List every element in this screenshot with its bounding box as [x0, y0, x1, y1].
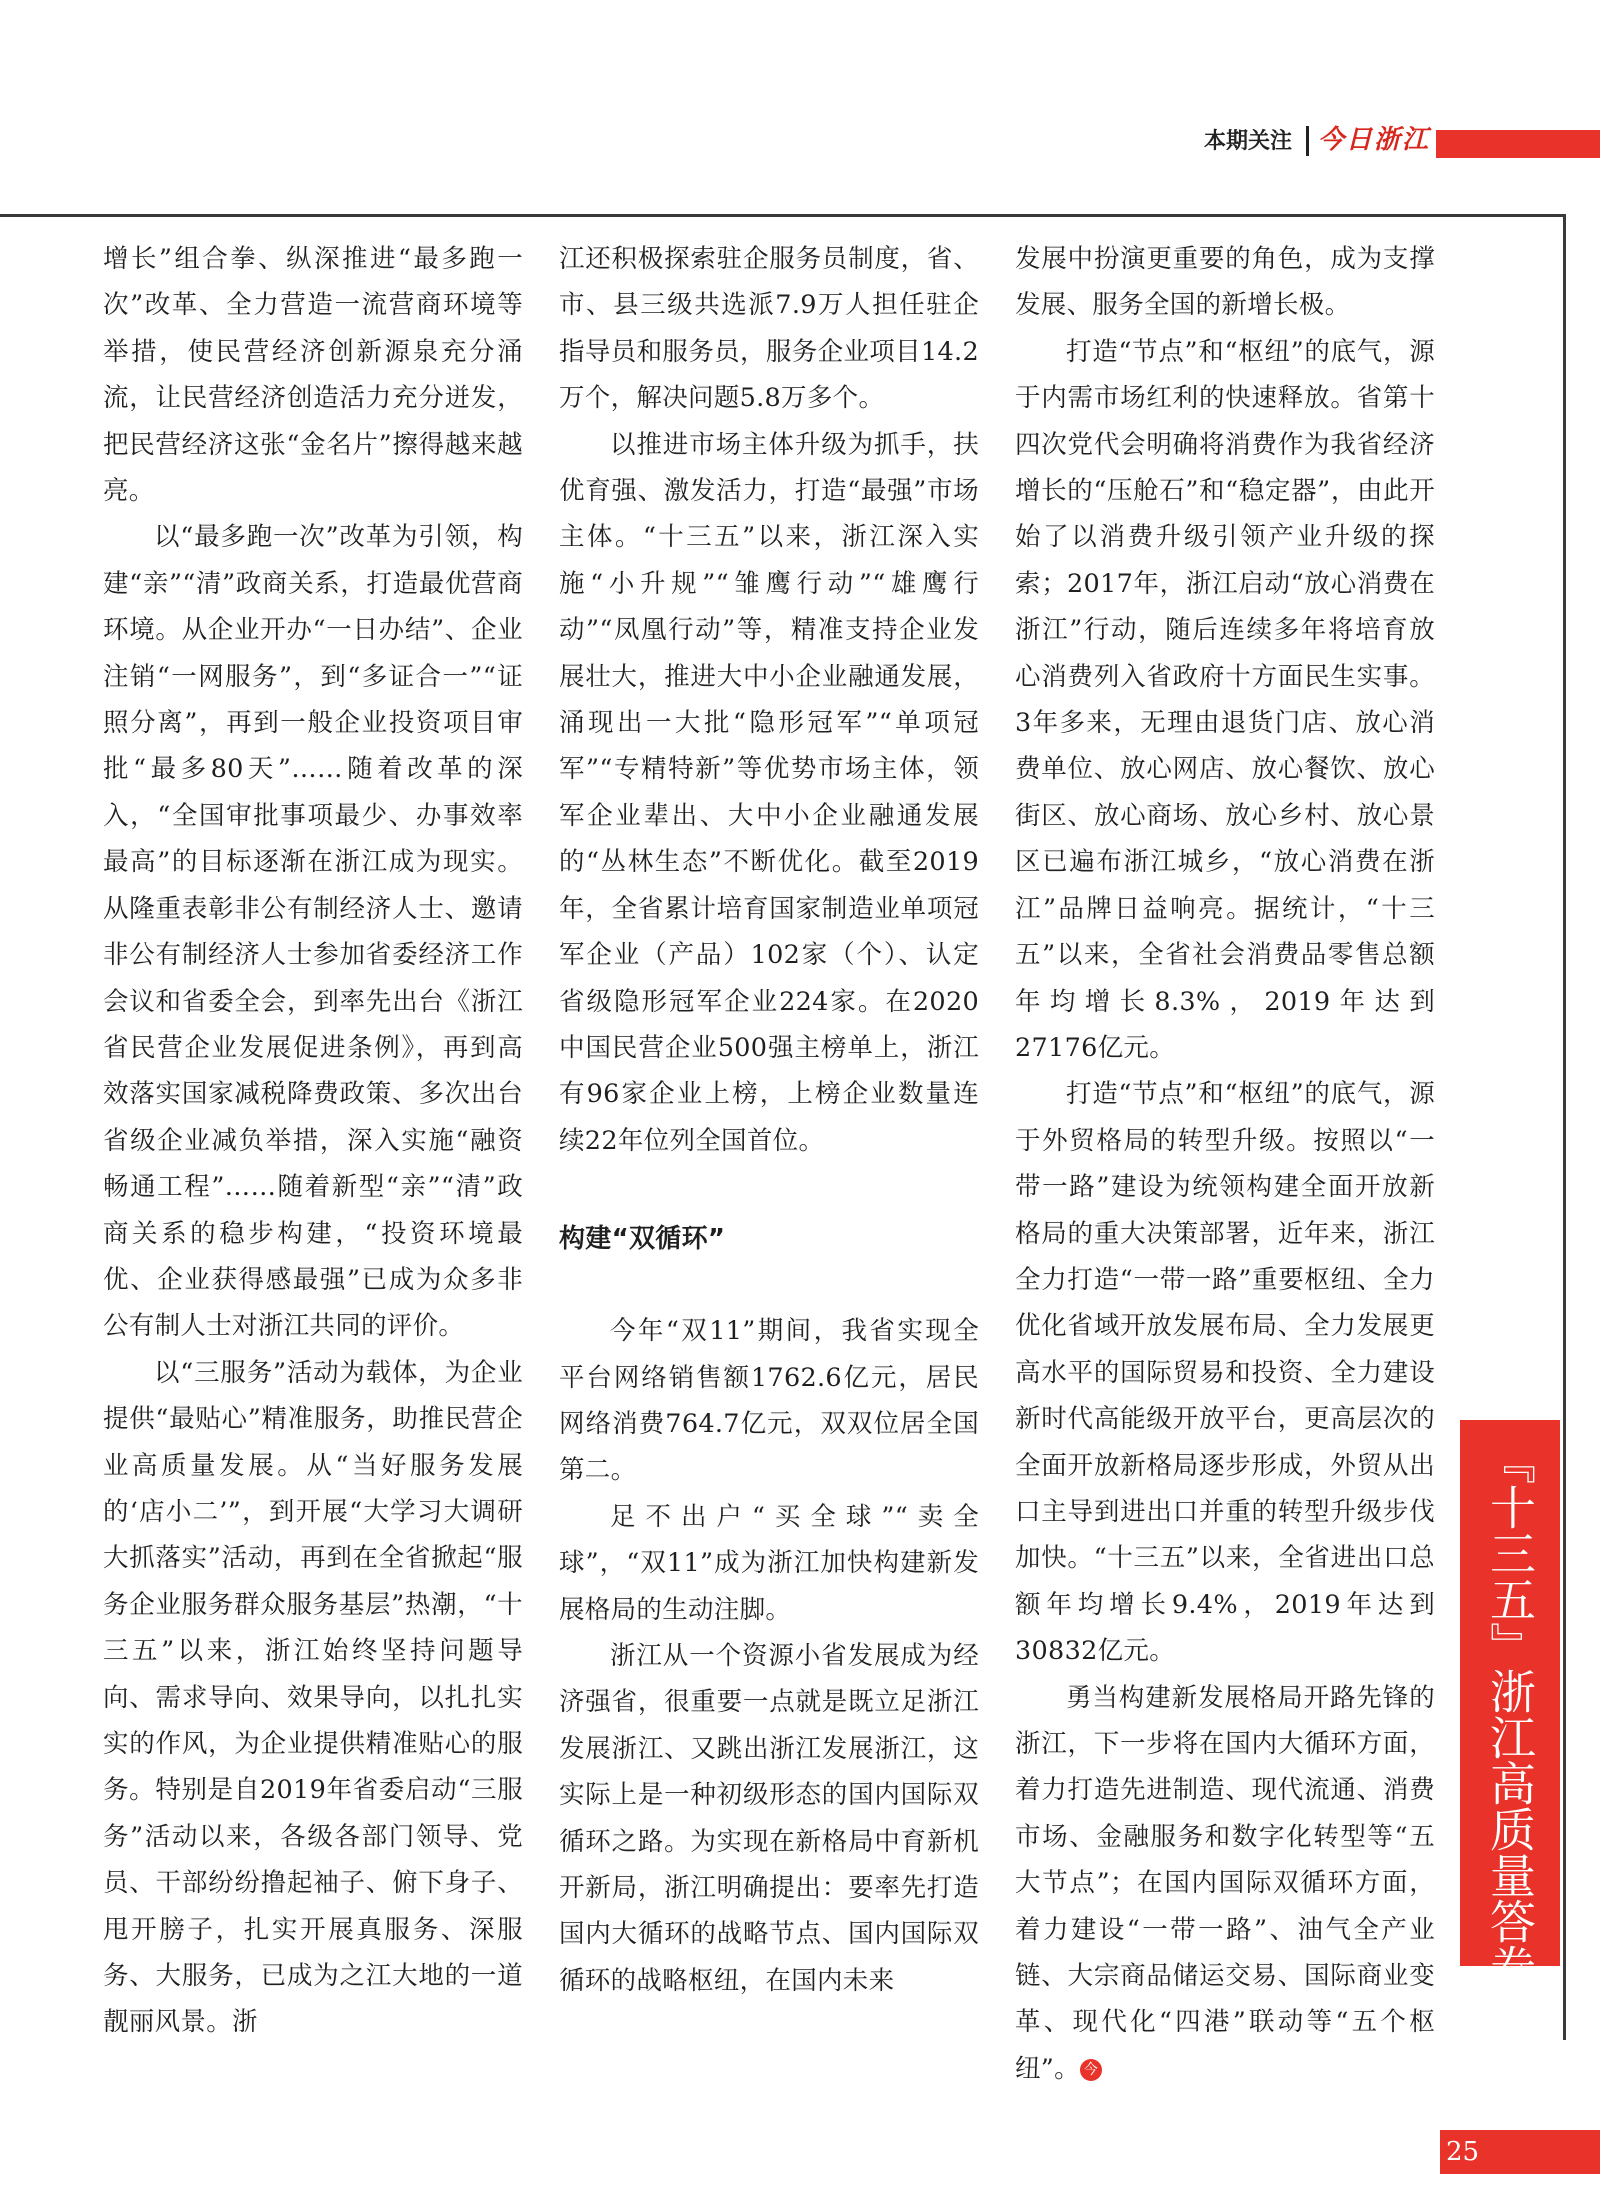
paragraph: 打造“节点”和“枢纽”的底气，源于外贸格局的转型升级。按照以“一带一路”建设为统领构建全面开放新格局的重大决策部署，近年来，浙江全力打造“一带一路”重要枢纽、全力优化省域开放发展布局、全力发展更高水平的国际贸易和投资、全力建设新时代高能级开放平台，更高层次的全面开放新格局逐步形成，外贸从出口主导到进出口并重的转型升级步伐加快。“十三五”以来，全省进出口总额年均增长9.4%，2019年达到30832亿元。 — [1015, 1079, 1435, 1667]
paragraph — [1015, 1675, 1435, 2093]
page-number: 25 — [1446, 2137, 1480, 2167]
series-banner — [1460, 1420, 1560, 1990]
top-rule — [0, 214, 1566, 217]
paragraph: 增长”组合拳、纵深推进“最多跑一次”改革、全力营造一流营商环境等举措，使民营经济创新源泉充分涌流，让民营经济创造活力充分迸发，把民营经济这张“金名片”擦得越来越亮。 — [103, 244, 523, 507]
paragraph: 今年“双11”期间，我省实现全平台网络销售额1762.6亿元，居民网络消费764.7亿元，双双位居全国第二。 — [559, 1316, 979, 1486]
paragraph: 足不出户“买全球”“卖全球”，“双11”成为浙江加快构建新发展格局的生动注脚。 — [559, 1501, 979, 1625]
section-heading: 构建“双循环” — [559, 1224, 726, 1255]
paragraph: 浙江从一个资源小省发展成为经济强省，很重要一点就是既立足浙江发展浙江、又跳出浙江发展浙江，这实际上是一种初级形态的国内国际双循环之路。为实现在新格局中育新机开新局，浙江明确提出：要率先打造国内大循环的战略节点、国内国际双循环的战略枢纽，在国内未来 — [559, 1640, 979, 1996]
paragraph: 以“最多跑一次”改革为引领，构建“亲”“清”政商关系，打造最优营商环境。从企业开办“一日办结”、企业注销“一网服务”，到“多证合一”“证照分离”，再到一般企业投资项目审批“最多80天”……随着改革的深入，“全国审批事项最少、办事效率最高”的目标逐渐在浙江成为现实。从隆重表彰非公有制经济人士、邀请非公有制经济人士参加省委经济工作会议和省委全会，到率先出台《浙江省民营企业发展促进条例》，再到高效落实国家减税降费政策、多次出台省级企业减负举措，深入实施“融资畅通工程”……随着新型“亲”“清”政商关系的稳步构建，“投资环境最优、企业获得感最强”已成为众多非公有制人士对浙江共同的评价。 — [103, 522, 523, 1342]
paragraph: 发展中扮演更重要的角色，成为支撑发展、服务全国的新增长极。 — [1015, 244, 1435, 321]
article-column-1 — [103, 236, 523, 2038]
paragraph-text: 勇当构建新发展格局开路先锋的浙江，下一步将在国内大循环方面，着力打造先进制造、现代流通、消费市场、金融服务和数字化转型等“五大节点”；在国内国际双循环方面，着力建设“一带一路”、油气全产业链、大宗商品储运交易、国际商业变革、现代化“四港”联动等“五个枢纽”。 — [1015, 1682, 1435, 2084]
article-column-3 — [1015, 236, 1435, 2084]
magazine-logo: 今日浙江 — [1318, 125, 1431, 155]
header-section-label: 本期关注 — [1204, 129, 1293, 154]
article-column-2 — [559, 236, 979, 1996]
series-banner-text: 『十三五』浙江高质量答卷 — [1483, 1438, 1537, 1990]
paragraph: 以“三服务”活动为载体，为企业提供“最贴心”精准服务，助推民营企业高质量发展。从“当好服务发展的‘店小二’”，到开展“大学习大调研大抓落实”活动，再到在全省掀起“服务企业服务群众服务基层”热潮，“十三五”以来，浙江始终坚持问题导向、需求导向、效果导向，以扎扎实实的作风，为企业提供精准贴心的服务。特别是自2019年省委启动“三服务”活动以来，各级各部门领导、党员、干部纷纷撸起袖子、俯下身子、甩开膀子，扎实开展真服务、深服务、大服务，已成为之江大地的一道靓丽风景。浙 — [103, 1357, 523, 2038]
paragraph: 以推进市场主体升级为抓手，扶优育强、激发活力，打造“最强”市场主体。“十三五”以来，浙江深入实施“小升规”“雏鹰行动”“雄鹰行动”“凤凰行动”等，精准支持企业发展壮大，推进大中小企业融通发展，涌现出一大批“隐形冠军”“单项冠军”“专精特新”等优势市场主体，领军企业辈出、大中小企业融通发展的“丛林生态”不断优化。截至2019年，全省累计培育国家制造业单项冠军企业（产品）102家（个）、认定省级隐形冠军企业224家。在2020中国民营企业500强主榜单上，浙江有96家企业上榜，上榜企业数量连续22年位列全国首位。 — [559, 429, 979, 1156]
end-mark-icon: 今 — [1080, 2059, 1102, 2081]
header-separator — [1306, 126, 1309, 156]
header-accent-bar — [1436, 130, 1600, 158]
paragraph: 打造“节点”和“枢纽”的底气，源于内需市场红利的快速释放。省第十四次党代会明确将消费作为我省经济增长的“压舱石”和“稳定器”，由此开始了以消费升级引领产业升级的探索；2017年，浙江启动“放心消费在浙江”行动，随后连续多年将培育放心消费列入省政府十方面民生实事。3年多来，无理由退货门店、放心消费单位、放心网店、放心餐饮、放心街区、放心商场、放心乡村、放心景区已遍布浙江城乡，“放心消费在浙江”品牌日益响亮。据统计，“十三五”以来，全省社会消费品零售总额年均增长8.3%，2019年达到27176亿元。 — [1015, 336, 1435, 1063]
paragraph: 江还积极探索驻企服务员制度，省、市、县三级共选派7.9万人担任驻企指导员和服务员，服务企业项目14.2万个，解决问题5.8万多个。 — [559, 244, 979, 414]
right-rule — [1563, 214, 1566, 2040]
